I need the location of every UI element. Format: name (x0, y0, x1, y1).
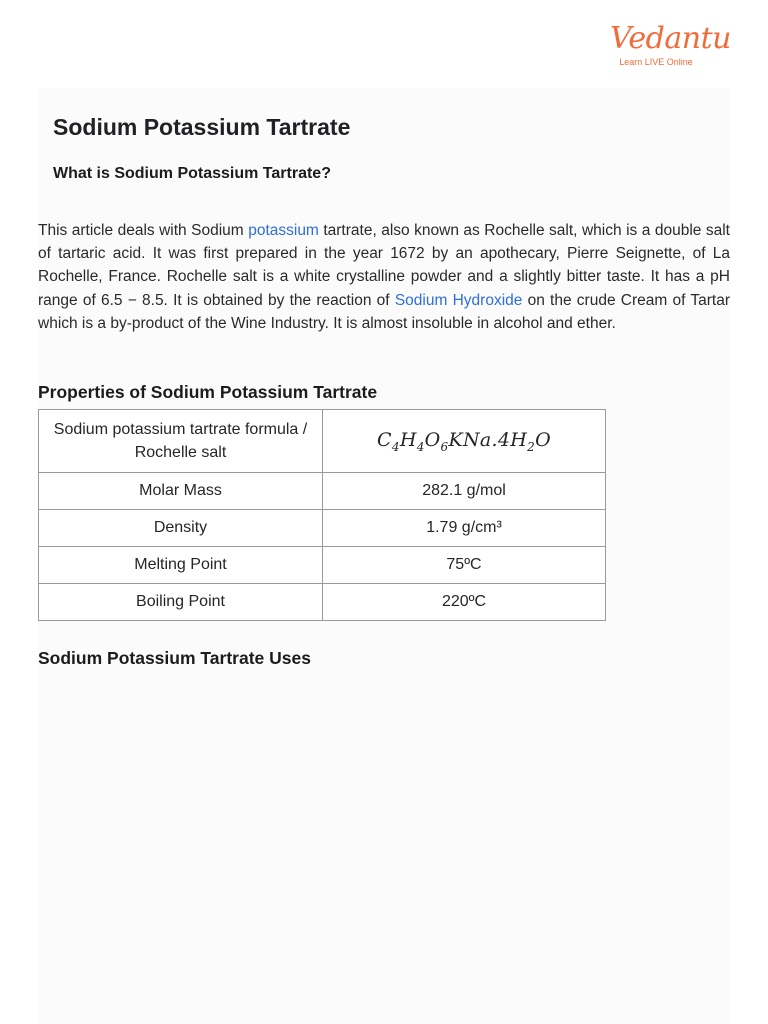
property-value: 1.79 g/cm³ (323, 510, 606, 547)
property-key: Boiling Point (39, 584, 323, 621)
vedantu-logo[interactable] (610, 21, 731, 67)
property-value: 220ºC (323, 584, 606, 621)
property-key: Molar Mass (39, 473, 323, 510)
table-row (39, 473, 606, 510)
properties-heading: Properties of Sodium Potassium Tartrate (38, 382, 378, 402)
table-row (39, 584, 606, 621)
table-row (39, 510, 606, 547)
uses-heading: Sodium Potassium Tartrate Uses (38, 648, 311, 668)
formula-key-cell (39, 410, 323, 473)
formula-value-cell (323, 410, 606, 473)
property-key: Density (39, 510, 323, 547)
sodium-hydroxide-link[interactable]: Sodium Hydroxide (394, 291, 523, 309)
intro-text-3: on the crude Cream of Tartar which is a by-product of the Wine Industry. It is almost insoluble in alcohol and ether. (38, 291, 730, 332)
properties-table (38, 409, 606, 621)
section-subtitle: What is Sodium Potassium Tartrate? (53, 165, 331, 182)
table-row (39, 547, 606, 584)
intro-text-1: This article deals with Sodium (38, 222, 249, 239)
page-title: Sodium Potassium Tartrate (53, 114, 351, 140)
logo-wordmark: Vedantu (610, 21, 731, 56)
formula-key: Sodium potassium tartrate formula / Rochelle salt (53, 421, 308, 461)
potassium-link[interactable]: potassium (248, 222, 319, 239)
intro-text-2: tartrate, also known as Rochelle salt, which is a double salt of tartaric acid. It was first prepared in the year 1672 by an apothecary, Pierre Seignette, of La Rochelle, France. Rochelle salt is a white crystalline powder and a slightly bitter taste. It has a pH range of 6.5 − 8.5. It is obtained by the reaction of (38, 222, 730, 309)
logo-tagline: Learn LIVE Online (619, 57, 693, 67)
table-row (39, 410, 606, 473)
intro-paragraph (38, 219, 730, 335)
property-key: Melting Point (39, 547, 323, 584)
property-value: 282.1 g/mol (323, 473, 606, 510)
property-value: 75ºC (323, 547, 606, 584)
chemical-formula: $C_4H_4O_6KNa.4H_2O$ (377, 428, 551, 454)
